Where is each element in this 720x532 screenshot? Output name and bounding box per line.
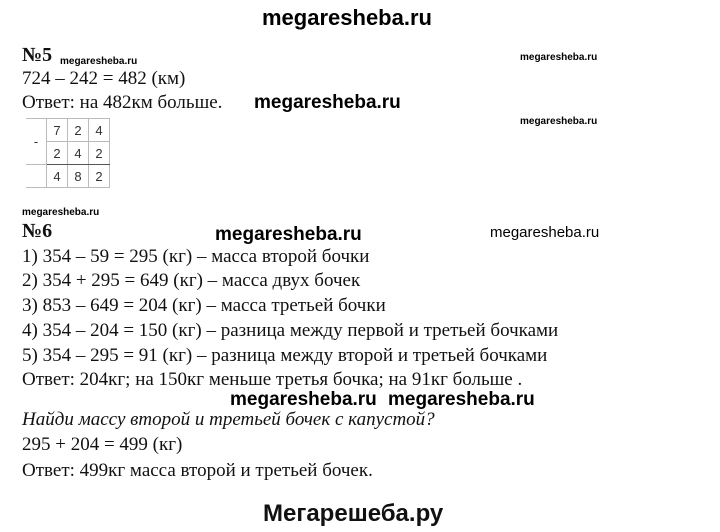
- watermark-mid: megaresheba.ru: [230, 389, 377, 410]
- table-cell: 2: [47, 142, 68, 165]
- watermark-mid: megaresheba.ru: [254, 92, 401, 113]
- task6-equation: 295 + 204 = 499 (кг): [22, 434, 183, 455]
- watermark-footer: Мегарешеба.ру: [263, 500, 444, 527]
- table-cell: 4: [89, 119, 110, 142]
- task6-answer: Ответ: 204кг; на 150кг меньше третья бочка; на 91кг больше .: [22, 369, 523, 390]
- watermark-mid: megaresheba.ru: [388, 389, 535, 410]
- task6-line-4: 4) 354 – 204 = 150 (кг) – разница между первой и третьей бочками: [22, 320, 559, 341]
- table-cell: 4: [68, 142, 89, 165]
- task6-line-5: 5) 354 – 295 = 91 (кг) – разница между второй и третьей бочками: [22, 345, 548, 366]
- watermark-small: megaresheba.ru: [22, 207, 100, 218]
- subtraction-table: [26, 118, 110, 188]
- minus-sign: -: [26, 119, 47, 165]
- task6-label: №6: [22, 220, 53, 242]
- task6-line-3: 3) 853 – 649 = 204 (кг) – масса третьей бочки: [22, 295, 386, 316]
- table-cell: 8: [68, 165, 89, 188]
- table-cell: 7: [47, 119, 68, 142]
- table-cell-empty: [26, 165, 47, 188]
- watermark-small: megaresheba.ru: [60, 56, 138, 67]
- watermark-small: megaresheba.ru: [520, 52, 598, 63]
- table-cell: 2: [68, 119, 89, 142]
- watermark-small: megaresheba.ru: [520, 116, 598, 127]
- task5-label: №5: [22, 44, 53, 66]
- task6-line-1: 1) 354 – 59 = 295 (кг) – масса второй бочки: [22, 246, 370, 267]
- watermark-mid: megaresheba.ru: [215, 224, 362, 245]
- task6-answer-2: Ответ: 499кг масса второй и третьей бочек.: [22, 460, 373, 481]
- task6-line-2: 2) 354 + 295 = 649 (кг) – масса двух бочек: [22, 270, 361, 291]
- watermark-top: megaresheba.ru: [262, 5, 432, 30]
- table-cell: 4: [47, 165, 68, 188]
- table-cell: 2: [89, 165, 110, 188]
- watermark-plain: megaresheba.ru: [490, 224, 600, 241]
- table-cell: 2: [89, 142, 110, 165]
- task6-question: Найди массу второй и третьей бочек с капустой?: [22, 409, 435, 430]
- task5-equation: 724 – 242 = 482 (км): [22, 68, 186, 89]
- task5-answer: Ответ: на 482км больше.: [22, 92, 223, 113]
